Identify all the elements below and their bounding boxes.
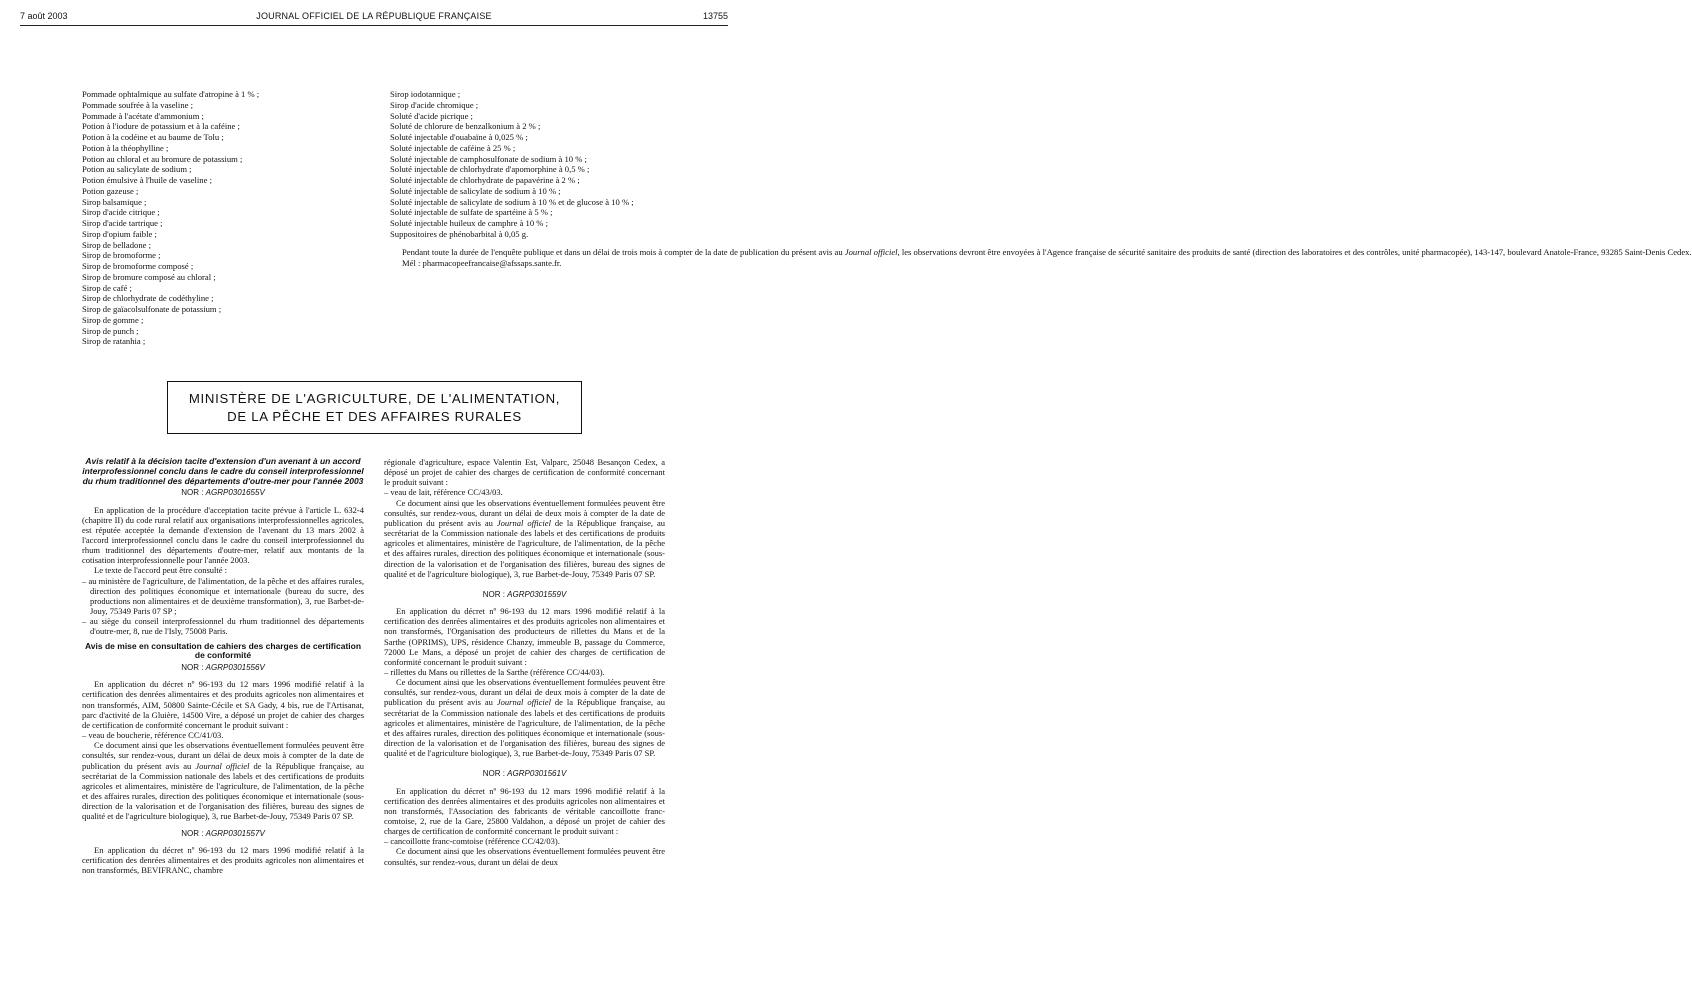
nor-reference: NOR : AGRP0301655V <box>181 488 265 498</box>
list-item: – cancoillotte franc-comtoise (référence CC/42/03). <box>384 836 560 847</box>
list-item: Potion au salicylate de sodium ; <box>82 164 192 175</box>
paragraph: Ce document ainsi que les observations éventuellement formulées peuvent être consultés, sur rendez-vous, durant un délai de deux mois à compter de la date de publication du présent avis au Journal officiel de la République française, au secrétariat de la Commission nationale des labels et des certifications de produits agricoles et alimentaires, ministère de l'agriculture, de l'alimentation, de la pêche et des affaires rurales, direction des politiques économique et internationale (sous-direction de la valorisation et de l'organisation des filières, bureau des signes de qualité et de l'agriculture biologique), 3, rue Barbet-de-Jouy, 75349 Paris 07 SP. <box>82 740 364 822</box>
list-item: Sirop de gaïacolsulfonate de potassium ; <box>82 304 222 314</box>
list-item: Potion à la théophylline ; <box>82 142 169 153</box>
nor-reference: NOR : AGRP0301559V <box>482 589 567 599</box>
list-item: Potion à la codéine et au baume de Tolu ; <box>82 132 224 142</box>
list-item: Soluté injectable de camphosulfonate de sodium à 10 % ; <box>390 153 587 164</box>
paragraph: Ce document ainsi que les observations éventuellement formulées peuvent être consultés, sur rendez-vous, durant un délai de deux <box>384 846 665 867</box>
list-item: Sirop de chlorhydrate de codéthyline ; <box>82 293 214 304</box>
list-item: Potion émulsive à l'huile de vaseline ; <box>82 175 212 185</box>
column-right <box>384 457 665 867</box>
list-item: – au ministère de l'agriculture, de l'alimentation, de la pêche et des affaires rurales, direction des politiques économique et internationale (bureau du sucre, des productions non alimentaires et de deuxième transformation), 3, rue Barbet-de-Jouy, 75349 Paris 07 SP ; <box>82 575 364 617</box>
list-item: Sirop de bromoforme composé ; <box>82 261 194 271</box>
list-item: Sirop d'acide citrique ; <box>82 207 160 218</box>
list-item: Soluté injectable d'ouabaïne à 0,025 % ; <box>390 132 528 142</box>
preparation-list-left <box>82 89 372 347</box>
header-page-number: 13755 <box>702 11 728 21</box>
page-header <box>20 10 728 26</box>
list-item: – veau de boucherie, référence CC/41/03. <box>82 730 224 741</box>
nor-reference: NOR : AGRP0301557V <box>181 828 265 838</box>
list-item: Pommade à l'acétate d'ammonium ; <box>82 110 204 121</box>
avis-title: Avis de mise en consultation de cahiers des charges de certification de conformité <box>84 640 362 661</box>
header-date: 7 août 2003 <box>20 11 68 21</box>
list-item: Soluté injectable de sulfate de spartéine à 5 % ; <box>390 207 553 218</box>
list-item: Pommade ophtalmique au sulfate d'atropine à 1 % ; <box>82 89 260 99</box>
list-item: Potion gazeuse ; <box>82 185 139 196</box>
list-item: Sirop iodotannique ; <box>390 89 461 99</box>
journal-officiel-ref: Journal officiel <box>844 246 898 257</box>
preparation-list-right <box>390 89 1692 269</box>
ministry-heading-box <box>167 381 582 434</box>
list-item: Soluté injectable huileux de camphre à 10 % ; <box>390 218 548 228</box>
list-item: Soluté injectable de chlorhydrate d'apomorphine à 0,5 % ; <box>390 164 590 175</box>
list-item: Sirop d'opium faible ; <box>82 228 157 239</box>
list-item: Sirop d'acide chromique ; <box>390 99 479 110</box>
list-item: Suppositoires de phénobarbital à 0,05 g. <box>390 228 529 239</box>
list-item: Soluté injectable de salicylate de sodium à 10 % ; <box>390 185 561 196</box>
list-item: Potion à l'iodure de potassium et à la caféine ; <box>82 121 240 132</box>
list-item: Potion au chloral et au bromure de potassium ; <box>82 153 243 164</box>
list-item: – rillettes du Mans ou rillettes de la Sarthe (référence CC/44/03). <box>384 666 605 677</box>
consultation-notice: Pendant toute la durée de l'enquête publique et dans un délai de trois mois à compter de la date de publication du présent avis au Journal officiel, les observations devront être envoyées à l'Agence française de sécurité sanitaire des produits de santé (direction des laboratoires et des contrôles, unité pharmacopée), 143-147, boulevard Anatole-France, 93285 Saint-Denis Cedex. <box>402 246 1692 257</box>
list-item: Sirop de gomme ; <box>82 314 144 325</box>
paragraph: régionale d'agriculture, espace Valentin Est, Valparc, 25048 Besançon Cedex, a déposé un projet de cahier des charges de certification de conformité concernant le produit suivant : <box>384 457 665 488</box>
list-item: – au siège du conseil interprofessionnel du rhum traditionnel des départements d'outre-mer, 8, rue de l'Isly, 75008 Paris. <box>82 616 364 637</box>
list-item: Sirop de café ; <box>82 282 132 293</box>
paragraph: Le texte de l'accord peut être consulté : <box>94 565 227 576</box>
nor-reference: NOR : AGRP0301556V <box>181 663 265 673</box>
column-left <box>82 457 364 875</box>
paragraph: Ce document ainsi que les observations éventuellement formulées peuvent être consultés, sur rendez-vous, durant un délai de deux mois à compter de la date de publication du présent avis au Journal officiel de la République française, au secrétariat de la Commission nationale des labels et des certifications de produits agricoles et alimentaires, ministère de l'agriculture, de l'alimentation, de la pêche et des affaires rurales, direction des politiques économique et internationale (sous-direction de la valorisation et de l'organisation des filières, bureau des signes de qualité et de l'agriculture biologique), 3, rue Barbet-de-Jouy, 75349 Paris 07 SP. <box>384 677 665 759</box>
contact-email: Mél : pharmacopeefrancaise@afssaps.sante.fr. <box>402 257 562 268</box>
list-item: Soluté de chlorure de benzalkonium à 2 % ; <box>390 121 541 132</box>
list-item: – veau de lait, référence CC/43/03. <box>384 487 503 498</box>
paragraph: En application du décret nº 96-193 du 12 mars 1996 modifié relatif à la certification des denrées alimentaires et des produits agricoles non alimentaires et non transformés, BEVIFRANC, chambre <box>82 844 364 875</box>
list-item: Soluté injectable de salicylate de sodium à 10 % et de glucose à 10 % ; <box>390 196 634 207</box>
avis-title: Avis relatif à la décision tacite d'extension d'un avenant à un accord interprofessionnel conclu dans le cadre du conseil interprofessionnel du rhum traditionnel des départements d'outre-mer pour l'année 2003 <box>82 456 364 486</box>
list-item: Sirop de ratanhia ; <box>82 336 146 347</box>
paragraph: En application du décret nº 96-193 du 12 mars 1996 modifié relatif à la certification des denrées alimentaires et des produits agricoles non alimentaires et non transformés, l'Association des fabricants de véritable cancoillotte franc-comtoise, 2, rue de la Gare, 25800 Valdahon, a déposé un projet de cahier des charges de certification de conformité concernant le produit suivant : <box>384 785 665 837</box>
list-item: Sirop de bromoforme ; <box>82 250 161 261</box>
paragraph: En application de la procédure d'acceptation tacite prévue à l'article L. 632-4 (chapitre II) du code rural relatif aux organisations interprofessionnelles agricoles, est réputée acceptée la demande d'extension de l'avenant du 13 mars 2002 à l'accord interprofessionnel conclu dans le cadre du conseil interprofessionnel du rhum traditionnel des départements d'outre-mer, relatif aux montants de la cotisation interprofessionnelle pour l'année 2003. <box>82 504 364 566</box>
header-journal-title: JOURNAL OFFICIEL DE LA RÉPUBLIQUE FRANÇAISE <box>256 11 492 21</box>
list-item: Sirop de belladone ; <box>82 239 151 250</box>
ministry-heading-line2: DE LA PÊCHE ET DES AFFAIRES RURALES <box>227 409 522 424</box>
nor-reference: NOR : AGRP0301561V <box>482 769 567 779</box>
list-item: Soluté injectable de caféine à 25 % ; <box>390 142 516 153</box>
list-item: Sirop de bromure composé au chloral ; <box>82 271 216 282</box>
ministry-heading-line1: MINISTÈRE DE L'AGRICULTURE, DE L'ALIMENTATION, <box>188 391 561 406</box>
list-item: Sirop balsamique ; <box>82 196 147 207</box>
list-item: Sirop d'acide tartrique ; <box>82 218 163 228</box>
paragraph: En application du décret nº 96-193 du 12 mars 1996 modifié relatif à la certification des denrées alimentaires et des produits agricoles non alimentaires et non transformés, AIM, 50800 Sainte-Cécile et SA Gady, 4 bis, rue de l'Artisanat, parc d'activité de la Gluière, 14500 Vire, a déposé un projet de cahier des charges de certification de conformité concernant le produit suivant : <box>82 679 364 730</box>
paragraph: Ce document ainsi que les observations éventuellement formulées peuvent être consultés, sur rendez-vous, durant un délai de deux mois à compter de la date de publication du présent avis au Journal officiel de la République française, au secrétariat de la Commission nationale des labels et des certifications de produits agricoles et alimentaires, ministère de l'agriculture, de l'alimentation, de la pêche et des affaires rurales, direction des politiques économique et internationale (sous-direction de la valorisation et de l'organisation des filières, bureau des signes de qualité et de l'agriculture biologique), 3, rue Barbet-de-Jouy, 75349 Paris 07 SP. <box>384 497 665 579</box>
list-item: Soluté injectable de chlorhydrate de papavérine à 2 % ; <box>390 175 580 185</box>
list-item: Pommade soufrée à la vaseline ; <box>82 99 193 110</box>
list-item: Soluté d'acide picrique ; <box>390 110 473 121</box>
list-item: Sirop de punch ; <box>82 325 139 336</box>
paragraph: En application du décret nº 96-193 du 12 mars 1996 modifié relatif à la certification des denrées alimentaires et des produits agricoles non alimentaires et non transformés, l'Organisation des producteurs de rillettes du Mans et de la Sarthe (OPRIMS), UPS, résidence Chanzy, immeuble B, passage du Commerce, 72000 Le Mans, a déposé un projet de cahier des charges de certification de conformité concernant le produit suivant : <box>384 606 665 667</box>
